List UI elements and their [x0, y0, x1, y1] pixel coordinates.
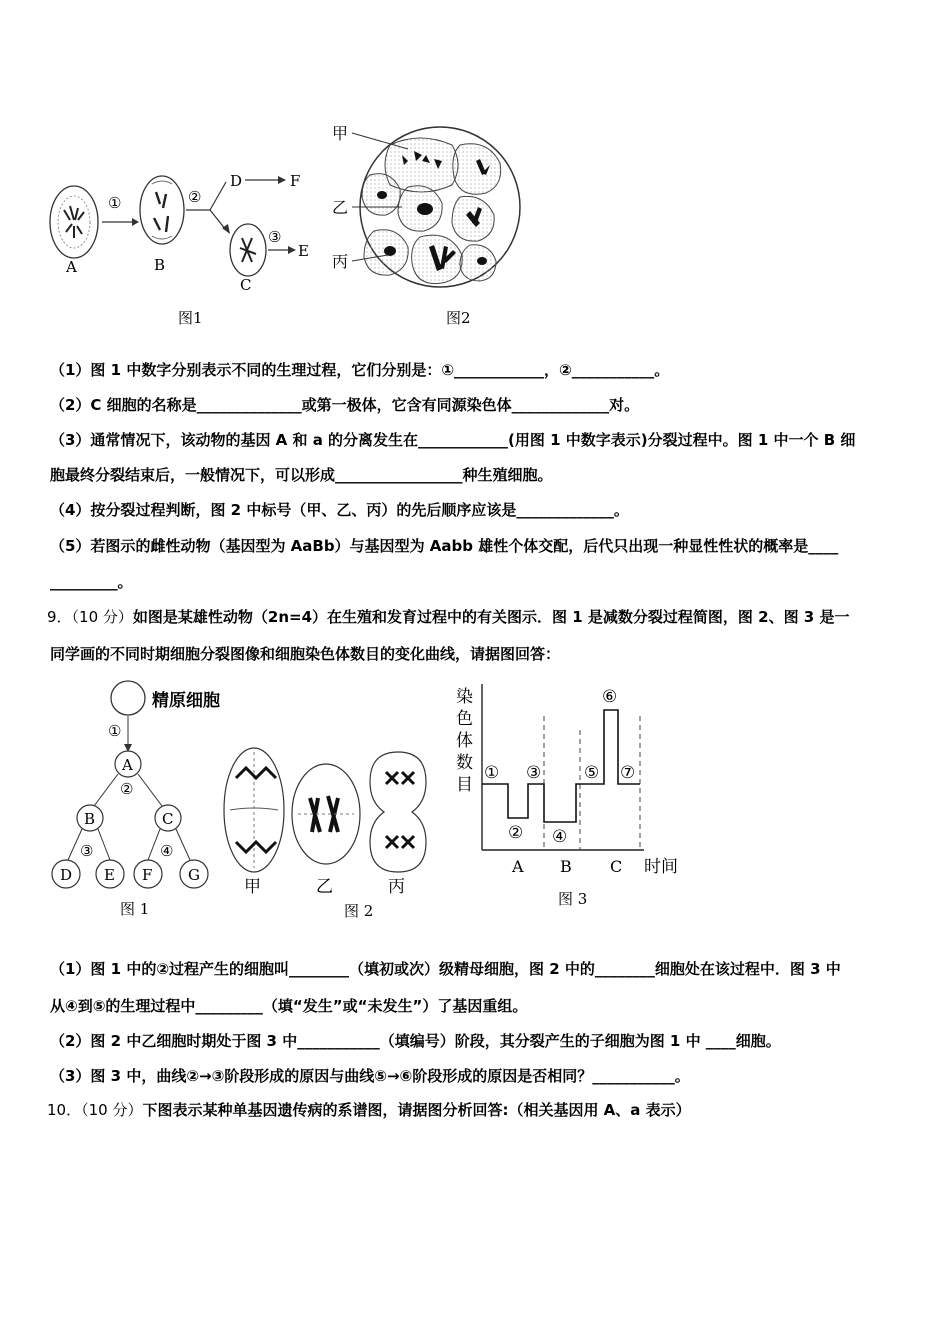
q9-figure-3-caption: 图 3	[558, 890, 588, 908]
ylabel-2: 色	[456, 709, 473, 729]
ylabel-4: 数	[456, 753, 473, 773]
q8-part-4: （4）按分裂过程判断，图 2 中标号（甲、乙、丙）的先后顺序应该是_____________。	[50, 501, 629, 519]
step-2-label: ②	[188, 188, 202, 206]
cell-b	[140, 176, 184, 244]
stage-5: ⑤	[584, 763, 600, 783]
q10-stem	[47, 1100, 691, 1120]
cell-bing-label: 丙	[388, 877, 405, 897]
q8-figure-1	[40, 160, 340, 330]
stage-1: ①	[484, 763, 500, 783]
stage-6: ⑥	[602, 687, 618, 707]
spermatogonium-node	[111, 681, 145, 715]
stage-4: ④	[552, 827, 568, 847]
q9-figure-2-caption: 图 2	[344, 902, 374, 920]
ylabel-5: 目	[456, 775, 473, 795]
q9-step-2: ②	[120, 780, 134, 798]
stage-3: ③	[526, 763, 542, 783]
cell-yi-label: 乙	[316, 877, 333, 897]
xtick-b: B	[560, 857, 572, 876]
q9-part-3: （3）图 3 中，曲线②→③阶段形成的原因与曲线⑤→⑥阶段形成的原因是否相同？___________。	[50, 1067, 690, 1085]
q8-part-3b: 胞最终分裂结束后，一般情况下，可以形成_________________种生殖细胞。	[50, 466, 553, 484]
xlabel: 时间	[644, 857, 678, 877]
ylabel-3: 体	[456, 731, 473, 751]
cell-c-label: C	[240, 276, 252, 294]
q9-part-1a: （1）图 1 中的②过程产生的细胞叫________（填初或次）级精母细胞，图 2 中的________细胞处在该过程中．图 3 中	[50, 960, 841, 978]
label-yi: 乙	[332, 198, 349, 217]
q8-part-3a: （3）通常情况下，该动物的基因 A 和 a 的分离发生在____________(用图 1 中数字表示)分裂过程中。图 1 中一个 B 细	[50, 431, 856, 449]
cell-d-label: D	[230, 172, 243, 190]
q9-figure-1	[44, 676, 224, 921]
q9-stem-b: 同学画的不同时期细胞分裂图像和细胞染色体数目的变化曲线，请据图回答：	[50, 645, 561, 663]
cell-bing	[370, 752, 426, 872]
cell-jia-label: 甲	[244, 877, 261, 897]
q10-stem-text: 下图表示某种单基因遗传病的系谱图，请据图分析回答:（相关基因用 A、a 表示）	[142, 1101, 691, 1119]
q9-number: 9．（10 分）	[47, 608, 133, 626]
q9-figure-2	[214, 740, 440, 922]
q9-stem-a-text: 如图是某雄性动物（2n=4）在生殖和发育过程中的有关图示．图 1 是减数分裂过程简图，图 2、图 3 是一	[132, 608, 850, 626]
figure-1-caption: 图1	[178, 309, 203, 327]
cell-e-label: E	[298, 242, 309, 260]
node-c-label: C	[162, 810, 174, 828]
step-3-label: ③	[268, 228, 282, 246]
q9-figure-3	[448, 680, 688, 915]
cell-a	[50, 186, 98, 258]
q9-step-3: ③	[80, 842, 94, 860]
q9-step-1: ①	[108, 722, 122, 740]
node-e-label: E	[104, 866, 115, 884]
cell-a-label: A	[66, 258, 77, 276]
node-b-label: B	[84, 810, 96, 828]
q8-part-5a: （5）若图示的雌性动物（基因型为 AaBb）与基因型为 Aabb 雄性个体交配，后代只出现一种显性性状的概率是____	[50, 537, 839, 555]
stage-2: ②	[508, 823, 524, 843]
figure-2-caption: 图2	[446, 309, 471, 327]
cell-f-label: F	[290, 172, 301, 190]
q9-step-4: ④	[160, 842, 174, 860]
cell-yi	[292, 764, 360, 864]
q9-stem-a	[47, 607, 849, 627]
node-g-label: G	[188, 866, 200, 884]
step-1-label: ①	[108, 194, 122, 212]
xtick-a: A	[512, 857, 524, 876]
xtick-c: C	[610, 857, 623, 876]
label-bing: 丙	[332, 252, 349, 271]
node-a-label: A	[122, 756, 133, 774]
ylabel-1: 染	[456, 687, 473, 707]
q8-part-1: （1）图 1 中数字分别表示不同的生理过程，它们分别是：①____________，②___________。	[50, 361, 670, 379]
node-d-label: D	[60, 866, 73, 884]
q9-part-2: （2）图 2 中乙细胞时期处于图 3 中___________（填编号）阶段，其分裂产生的子细胞为图 1 中 ____细胞。	[50, 1032, 781, 1050]
q8-part-5b: _________。	[50, 573, 133, 591]
q9-part-1b: 从④到⑤的生理过程中_________（填“发生”或“未发生”）了基因重组。	[50, 997, 528, 1015]
node-f-label: F	[142, 866, 153, 884]
q8-part-2: （2）C 细胞的名称是______________或第一极体，它含有同源染色体_____________对。	[50, 396, 640, 414]
chromosome-curve	[482, 710, 640, 822]
spermatogonium-title: 精原细胞	[152, 691, 220, 711]
q8-figure-2	[330, 115, 530, 330]
q9-figure-1-caption: 图 1	[120, 900, 150, 918]
label-jia: 甲	[332, 124, 349, 143]
q10-number: 10．（10 分）	[47, 1101, 143, 1119]
stage-7: ⑦	[620, 763, 636, 783]
cell-b-label: B	[154, 256, 166, 274]
